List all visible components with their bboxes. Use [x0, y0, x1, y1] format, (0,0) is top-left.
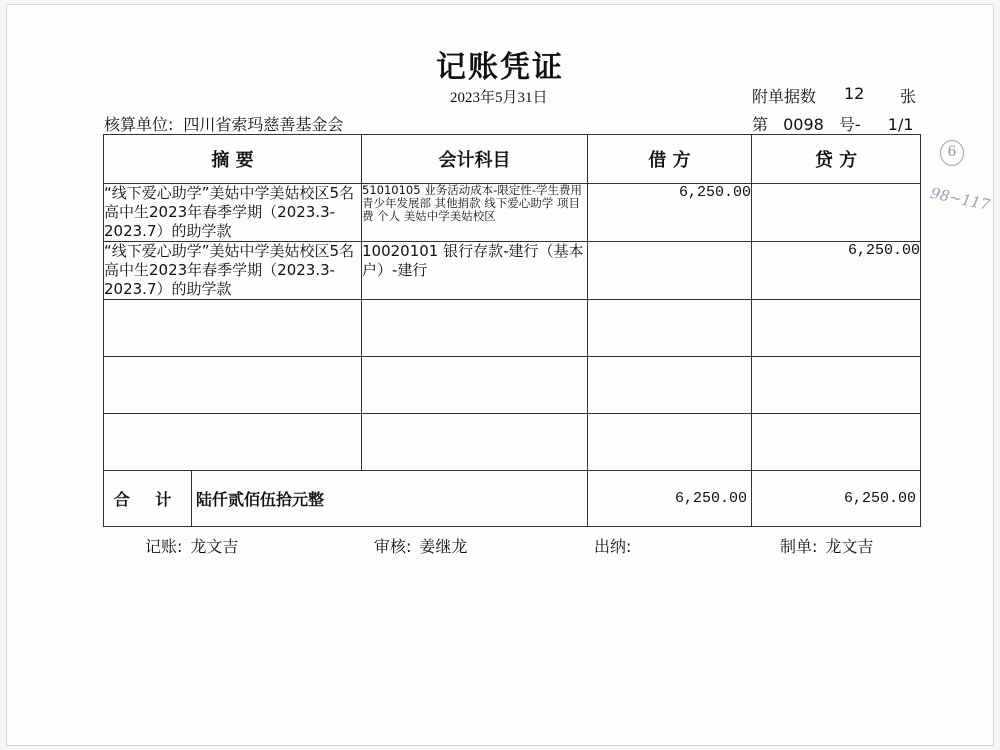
- bookkeeper-label: 记账:: [145, 537, 183, 556]
- voucher-no: 0098: [783, 115, 824, 134]
- total-label: 合 计: [104, 471, 192, 527]
- voucher-page: 1/1: [887, 115, 914, 134]
- row-summary: “线下爱心助学”美姑中学美姑校区5名高中生2023年春季学期（2023.3-2023.7）的助学款: [104, 184, 362, 242]
- reviewer-label: 审核:: [374, 537, 412, 556]
- accounting-unit: [104, 112, 343, 135]
- accounting-unit-value: 四川省索玛慈善基金会: [183, 115, 344, 134]
- bookkeeper-field: [145, 534, 238, 557]
- cashier-field: [594, 534, 639, 557]
- row-summary: “线下爱心助学”美姑中学美姑校区5名高中生2023年春季学期（2023.3-2023.7）的助学款: [104, 242, 362, 300]
- bookkeeper-name: 龙文吉: [190, 537, 239, 556]
- header-account: 会计科目: [362, 135, 588, 184]
- row-credit: [752, 184, 921, 242]
- cashier-label: 出纳:: [594, 537, 632, 556]
- table-header-row: [104, 135, 921, 184]
- row-debit: 6,250.00: [588, 184, 752, 242]
- attachments-unit: 张: [900, 87, 917, 106]
- table-row-empty: [104, 300, 921, 357]
- header-credit: 贷 方: [752, 135, 921, 184]
- voucher-suffix: 号-: [838, 115, 861, 134]
- preparer-label: 制单:: [780, 537, 818, 556]
- voucher-date: 2023年5月31日: [450, 90, 548, 106]
- header-summary: 摘 要: [104, 135, 362, 184]
- voucher-prefix: 第: [752, 115, 769, 134]
- table-row: [104, 184, 921, 242]
- preparer-field: [780, 534, 873, 557]
- total-row: [104, 471, 921, 527]
- handwritten-circled-number: 6: [940, 140, 964, 166]
- row-account: 10020101 银行存款-建行（基本户）-建行: [362, 242, 588, 300]
- handwritten-range-note: 98~117: [928, 183, 992, 215]
- row-credit: 6,250.00: [752, 242, 921, 300]
- table-row-empty: [104, 414, 921, 471]
- row-account: 51010105 业务活动成本-限定性-学生费用 青少年发展部 其他捐款 线下爱心助学 项目费 个人 美姑中学美姑校区: [362, 184, 588, 242]
- attachments-label: 附单据数: [752, 87, 817, 106]
- table-row: [104, 242, 921, 300]
- page-title: 记账凭证: [436, 50, 564, 85]
- accounting-unit-label: 核算单位:: [104, 115, 174, 134]
- reviewer-name: 姜继龙: [419, 537, 468, 556]
- voucher-table: [103, 134, 921, 527]
- preparer-name: 龙文吉: [825, 537, 874, 556]
- total-debit: 6,250.00: [588, 471, 752, 527]
- table-row-empty: [104, 357, 921, 414]
- attachments-count-line: [752, 84, 917, 107]
- header-debit: 借 方: [588, 135, 752, 184]
- total-credit: 6,250.00: [752, 471, 921, 527]
- reviewer-field: [374, 534, 467, 557]
- row-debit: [588, 242, 752, 300]
- attachments-count: 12: [844, 84, 865, 103]
- voucher-number: [752, 112, 914, 135]
- total-amount-in-words: 陆仟贰佰伍拾元整: [192, 471, 588, 527]
